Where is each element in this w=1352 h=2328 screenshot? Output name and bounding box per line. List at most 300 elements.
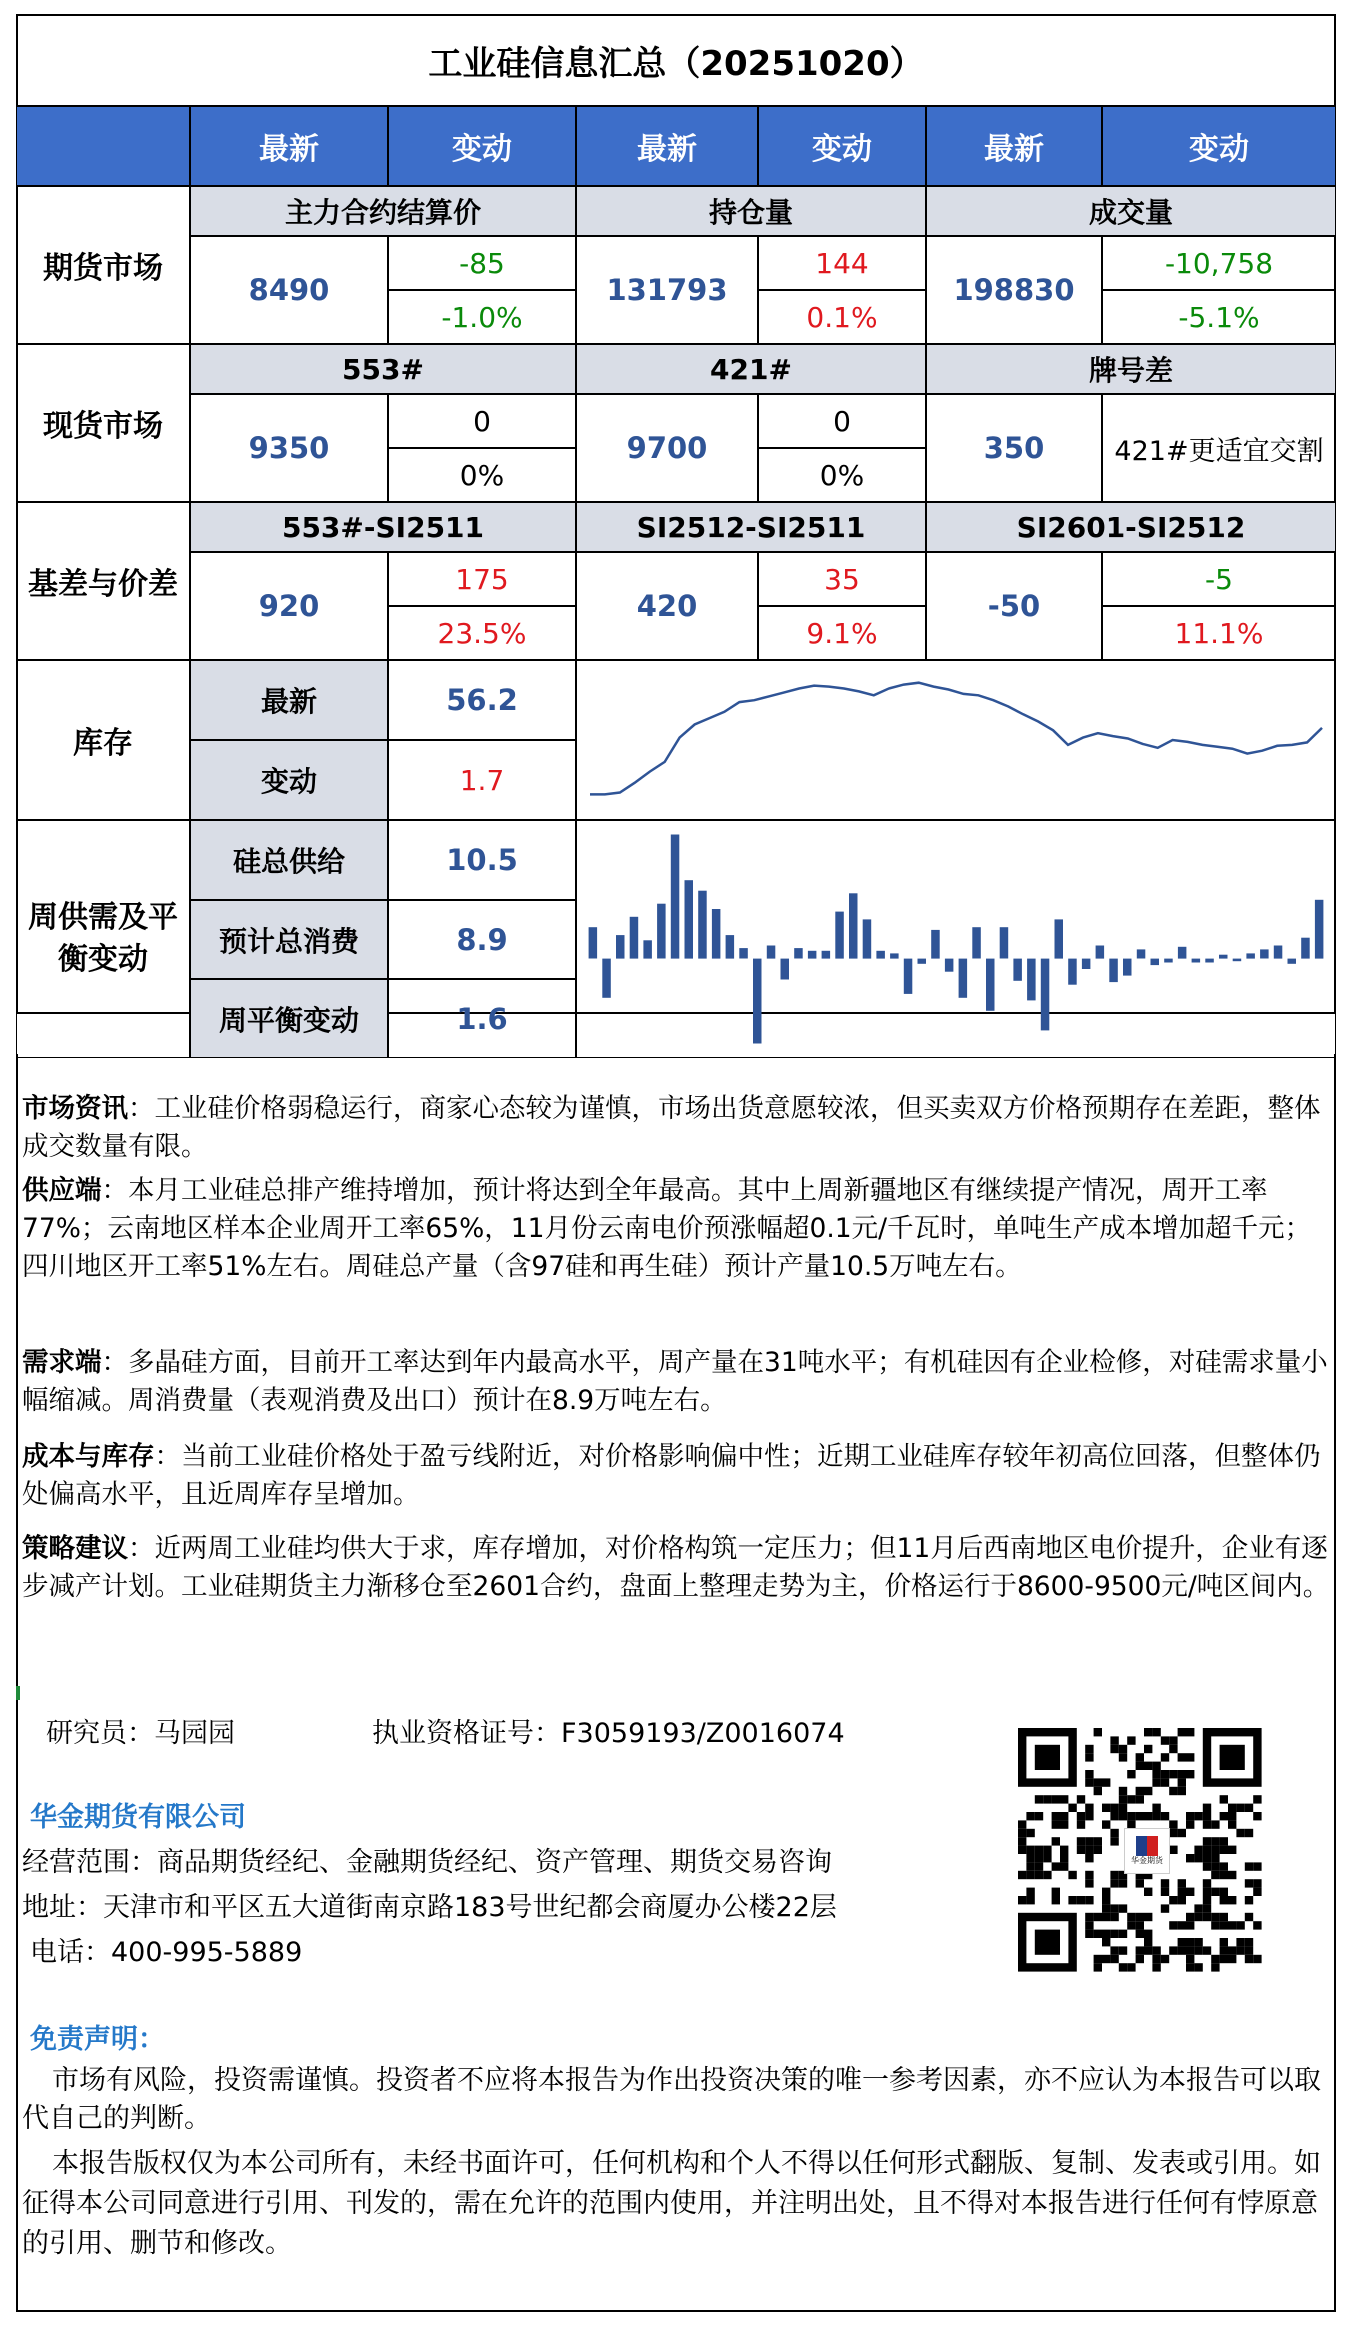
qr-module <box>1203 1812 1211 1820</box>
qr-module <box>1043 1854 1051 1862</box>
supply-side-text: ：本月工业硅总排产维持增加，预计将达到全年最高。其中上周新疆地区有继续提产情况，周开工率77%；云南地区样本企业周开工率65%，11月份云南电价预涨幅超0.1元/千瓦时，单吨生产成本增加超千元；四川地区开工率51%左右。周硅总产量（含97硅和再生硅）预计产量10.5万吨左右。 <box>22 1175 1312 1282</box>
qr-module <box>1127 1963 1135 1971</box>
header-change-3: 变动 <box>1102 106 1336 186</box>
weekly-balance: 1.6 <box>388 979 576 1058</box>
qr-finder-pattern <box>1018 1728 1077 1787</box>
basis-col2-change: 35 <box>758 552 926 606</box>
balance-bar <box>986 959 995 1011</box>
qr-module <box>1161 1955 1169 1963</box>
license: 执业资格证号：F3059193/Z0016074 <box>372 1718 845 1749</box>
cost-inventory-label: 成本与库存 <box>22 1441 155 1472</box>
qr-module <box>1136 1946 1144 1954</box>
qr-module <box>1060 1795 1068 1803</box>
qr-module <box>1085 1846 1093 1854</box>
qr-module <box>1228 1921 1236 1929</box>
qr-module <box>1026 1829 1034 1837</box>
header-blank <box>16 106 190 186</box>
qr-module <box>1245 1862 1253 1870</box>
supply-side <box>22 1172 1330 1286</box>
futures-col3-change: -10,758 <box>1102 236 1336 290</box>
qr-module <box>1152 1812 1160 1820</box>
qr-module <box>1119 1753 1127 1761</box>
qr-module <box>1194 1946 1202 1954</box>
qr-module <box>1178 1829 1186 1837</box>
qr-module <box>1152 1804 1160 1812</box>
qr-module <box>1194 1904 1202 1912</box>
inventory-series-line <box>590 683 1322 795</box>
qr-module <box>1228 1804 1236 1812</box>
spot-col2-name: 421# <box>576 344 926 394</box>
balance-bar <box>698 891 707 959</box>
qr-module <box>1228 1896 1236 1904</box>
balance-bar <box>1137 949 1146 958</box>
qr-module <box>1144 1762 1152 1770</box>
qr-module <box>1102 1804 1110 1812</box>
qr-module <box>1186 1963 1194 1971</box>
qr-module <box>1026 1812 1034 1820</box>
qr-module <box>1161 1888 1169 1896</box>
company-logo-icon <box>1136 1836 1158 1856</box>
qr-module <box>1211 1913 1219 1921</box>
qr-module <box>1085 1812 1093 1820</box>
qr-module <box>1186 1913 1194 1921</box>
qr-module <box>1245 1938 1253 1946</box>
futures-col1-latest: 8490 <box>190 236 388 344</box>
disclaimer-paragraph-2: 本报告版权仅为本公司所有，未经书面许可，任何机构和个人不得以任何形式翻版、复制、发表或引用。如征得本公司同意进行引用、刊发的，需在允许的范围内使用，并注明出处，且不得对本报告进行任何有悖原意的引用、删节和修改。 <box>22 2148 1321 2259</box>
balance-bar <box>1000 927 1009 958</box>
basis-col3-pct: 11.1% <box>1102 606 1336 660</box>
qr-module <box>1169 1896 1177 1904</box>
balance-bar <box>1082 959 1091 969</box>
qr-module <box>1253 1812 1261 1820</box>
balance-bar <box>1123 959 1132 976</box>
qr-module <box>1136 1921 1144 1929</box>
spot-col3-note: 421#更适宜交割 <box>1102 394 1336 502</box>
qr-module <box>1245 1913 1253 1921</box>
qr-module <box>1245 1946 1253 1954</box>
demand-side <box>22 1344 1330 1420</box>
qr-module <box>1110 1946 1118 1954</box>
qr-module <box>1186 1728 1194 1736</box>
balance-bar <box>1274 946 1283 959</box>
qr-module <box>1052 1812 1060 1820</box>
futures-col3-latest: 198830 <box>926 236 1102 344</box>
qr-module <box>1119 1946 1127 1954</box>
inventory-chart-cell <box>576 660 1336 820</box>
weekly-supply-label: 硅总供给 <box>190 820 388 900</box>
qr-module <box>1068 1871 1076 1879</box>
qr-module <box>1102 1896 1110 1904</box>
qr-module <box>1052 1837 1060 1845</box>
qr-module <box>1026 1871 1034 1879</box>
qr-module <box>1026 1846 1034 1854</box>
qr-module <box>1127 1812 1135 1820</box>
qr-module <box>1178 1938 1186 1946</box>
qr-module <box>1094 1930 1102 1938</box>
balance-bar <box>918 959 927 964</box>
basis-col2-latest: 420 <box>576 552 758 660</box>
qr-module <box>1220 1846 1228 1854</box>
balance-bar <box>643 940 652 958</box>
weekly-balance-label: 周平衡变动 <box>190 979 388 1058</box>
qr-module <box>1094 1955 1102 1963</box>
qr-module <box>1228 1946 1236 1954</box>
qr-module <box>1035 1846 1043 1854</box>
qr-module <box>1203 1913 1211 1921</box>
balance-bar <box>1260 949 1269 958</box>
qr-module <box>1236 1804 1244 1812</box>
qr-module <box>1186 1955 1194 1963</box>
balance-bar <box>808 951 817 959</box>
futures-col2-pct: 0.1% <box>758 290 926 344</box>
balance-bar <box>1164 959 1173 963</box>
qr-module <box>1178 1770 1186 1778</box>
qr-module <box>1035 1871 1043 1879</box>
balance-bar <box>589 927 598 958</box>
qr-module <box>1178 1728 1186 1736</box>
qr-module <box>1194 1854 1202 1862</box>
balance-bar <box>1192 959 1201 963</box>
qr-module <box>1018 1871 1026 1879</box>
qr-module <box>1152 1728 1160 1736</box>
qr-module <box>1203 1904 1211 1912</box>
balance-bar <box>1027 959 1036 1001</box>
spot-col1-name: 553# <box>190 344 576 394</box>
qr-module <box>1060 1812 1068 1820</box>
market-news-label: 市场资讯 <box>22 1093 128 1124</box>
qr-module <box>1119 1745 1127 1753</box>
qr-module <box>1211 1846 1219 1854</box>
qr-module <box>1110 1829 1118 1837</box>
balance-bar <box>781 959 790 980</box>
qr-module <box>1186 1812 1194 1820</box>
spot-col1-change: 0 <box>388 394 576 448</box>
qr-module <box>1211 1820 1219 1828</box>
qr-module <box>1018 1896 1026 1904</box>
company-name: 华金期货有限公司 <box>30 1802 246 1833</box>
qr-module <box>1077 1812 1085 1820</box>
qr-module <box>1178 1879 1186 1887</box>
qr-module <box>1043 1795 1051 1803</box>
qr-module <box>1110 1871 1118 1879</box>
qr-module <box>1127 1770 1135 1778</box>
qr-module <box>1169 1820 1177 1828</box>
qr-module <box>1220 1837 1228 1845</box>
qr-module <box>1018 1829 1026 1837</box>
qr-module <box>1245 1804 1253 1812</box>
qr-module <box>1203 1888 1211 1896</box>
strategy-text: ：近两周工业硅均供大于求，库存增加，对价格构筑一定压力；但11月后西南地区电价提升，企业有逐步减产计划。工业硅期货主力渐移仓至2601合约，盘面上整理走势为主，价格运行于8600-9500元/吨区间内。 <box>22 1533 1330 1602</box>
balance-bar <box>1301 938 1310 959</box>
qr-module <box>1119 1963 1127 1971</box>
qr-module <box>1136 1930 1144 1938</box>
qr-module <box>1119 1795 1127 1803</box>
qr-module <box>1144 1913 1152 1921</box>
qr-module <box>1194 1913 1202 1921</box>
futures-col3-name: 成交量 <box>926 186 1336 236</box>
balance-bar <box>739 948 748 958</box>
qr-module <box>1228 1812 1236 1820</box>
qr-module <box>1220 1812 1228 1820</box>
balance-bar <box>945 959 954 972</box>
balance-bar <box>1151 959 1160 966</box>
qr-module <box>1203 1837 1211 1845</box>
balance-bar <box>1109 959 1118 983</box>
qr-module <box>1119 1787 1127 1795</box>
qr-module <box>1178 1888 1186 1896</box>
qr-module <box>1085 1854 1093 1862</box>
balance-bar <box>1315 900 1324 959</box>
qr-module <box>1203 1946 1211 1954</box>
header-latest-1: 最新 <box>190 106 388 186</box>
footer-marker <box>16 1686 20 1700</box>
qr-module <box>1136 1913 1144 1921</box>
qr-module <box>1102 1955 1110 1963</box>
futures-col1-pct: -1.0% <box>388 290 576 344</box>
spot-col2-pct: 0% <box>758 448 926 502</box>
qr-module <box>1228 1955 1236 1963</box>
qr-module <box>1152 1955 1160 1963</box>
basis-col1-pct: 23.5% <box>388 606 576 660</box>
qr-module <box>1110 1930 1118 1938</box>
futures-col3-pct: -5.1% <box>1102 290 1336 344</box>
qr-module <box>1035 1862 1043 1870</box>
qr-finder-pattern <box>1203 1728 1262 1787</box>
qr-module <box>1127 1736 1135 1744</box>
inventory-latest: 56.2 <box>388 660 576 740</box>
qr-module <box>1127 1795 1135 1803</box>
qr-module <box>1136 1812 1144 1820</box>
spot-col3-name: 牌号差 <box>926 344 1336 394</box>
qr-module <box>1194 1938 1202 1946</box>
weekly-label: 周供需及平衡变动 <box>16 820 190 1058</box>
qr-module <box>1119 1812 1127 1820</box>
qr-module <box>1094 1787 1102 1795</box>
basis-label: 基差与价差 <box>16 502 190 660</box>
futures-col1-name: 主力合约结算价 <box>190 186 576 236</box>
spot-label: 现货市场 <box>16 344 190 502</box>
qr-module <box>1161 1753 1169 1761</box>
qr-module <box>1161 1770 1169 1778</box>
qr-module <box>1228 1871 1236 1879</box>
qr-module <box>1136 1879 1144 1887</box>
qr-module <box>1245 1896 1253 1904</box>
qr-module <box>1043 1871 1051 1879</box>
balance-bar <box>1041 959 1050 1031</box>
spot-col3-latest: 350 <box>926 394 1102 502</box>
balance-bar <box>1178 947 1187 959</box>
qr-module <box>1026 1862 1034 1870</box>
qr-module <box>1026 1888 1034 1896</box>
qr-logo <box>1124 1828 1170 1874</box>
qr-module <box>1144 1787 1152 1795</box>
balance-bar <box>876 951 885 959</box>
qr-module <box>1077 1837 1085 1845</box>
qr-module <box>1094 1963 1102 1971</box>
qr-module <box>1136 1762 1144 1770</box>
qr-module <box>1152 1946 1160 1954</box>
qr-finder-pattern <box>1018 1913 1077 1972</box>
cost-inventory-text: ：当前工业硅价格处于盈亏线附近，对价格影响偏中性；近期工业硅库存较年初高位回落，但整体仍处偏高水平，且近周库存呈增加。 <box>22 1441 1321 1510</box>
qr-module <box>1119 1804 1127 1812</box>
balance-bar <box>822 951 831 959</box>
futures-col2-change: 144 <box>758 236 926 290</box>
qr-module <box>1161 1879 1169 1887</box>
qr-module <box>1110 1812 1118 1820</box>
qr-module <box>1110 1904 1118 1912</box>
qr-module <box>1110 1736 1118 1744</box>
qr-module <box>1220 1795 1228 1803</box>
qr-module <box>1245 1879 1253 1887</box>
futures-label: 期货市场 <box>16 186 190 344</box>
qr-module <box>1211 1955 1219 1963</box>
spot-col1-pct: 0% <box>388 448 576 502</box>
qr-module <box>1253 1795 1261 1803</box>
qr-module <box>1253 1888 1261 1896</box>
qr-module <box>1152 1762 1160 1770</box>
inventory-latest-label: 最新 <box>190 660 388 740</box>
qr-module <box>1203 1820 1211 1828</box>
qr-module <box>1085 1896 1093 1904</box>
weekly-consume-label: 预计总消费 <box>190 900 388 979</box>
qr-module <box>1186 1888 1194 1896</box>
balance-bar <box>1096 946 1105 959</box>
qr-module <box>1253 1921 1261 1929</box>
qr-module <box>1110 1879 1118 1887</box>
qr-module <box>1220 1946 1228 1954</box>
qr-module <box>1178 1946 1186 1954</box>
balance-bar <box>616 935 625 959</box>
qr-module <box>1018 1837 1026 1845</box>
qr-module <box>1077 1896 1085 1904</box>
spot-col1-latest: 9350 <box>190 394 388 502</box>
qr-module <box>1110 1837 1118 1845</box>
qr-module <box>1127 1913 1135 1921</box>
qr-module <box>1026 1854 1034 1862</box>
qr-module <box>1178 1921 1186 1929</box>
qr-module <box>1194 1812 1202 1820</box>
qr-module <box>1060 1846 1068 1854</box>
futures-col2-latest: 131793 <box>576 236 758 344</box>
basis-col2-pct: 9.1% <box>758 606 926 660</box>
balance-bar <box>794 948 803 958</box>
balance-bar <box>671 835 680 959</box>
qr-module <box>1169 1787 1177 1795</box>
qr-module <box>1211 1921 1219 1929</box>
qr-module <box>1119 1879 1127 1887</box>
balance-bar <box>753 959 762 1044</box>
qr-module <box>1136 1787 1144 1795</box>
balance-bar <box>1055 919 1064 958</box>
qr-module <box>1085 1913 1093 1921</box>
qr-module <box>1136 1795 1144 1803</box>
qr-module <box>1119 1930 1127 1938</box>
qr-module <box>1119 1904 1127 1912</box>
qr-module <box>1211 1837 1219 1845</box>
qr-module <box>1236 1938 1244 1946</box>
balance-bar <box>1288 959 1297 964</box>
qr-module <box>1245 1829 1253 1837</box>
qr-module <box>1110 1955 1118 1963</box>
qr-module <box>1094 1728 1102 1736</box>
qr-module <box>1110 1745 1118 1753</box>
spot-col2-latest: 9700 <box>576 394 758 502</box>
qr-module <box>1068 1804 1076 1812</box>
qr-module <box>1043 1846 1051 1854</box>
qr-module <box>1178 1787 1186 1795</box>
qr-module <box>1169 1770 1177 1778</box>
qr-module <box>1220 1896 1228 1904</box>
qr-module <box>1236 1921 1244 1929</box>
qr-module <box>1220 1871 1228 1879</box>
qr-module <box>1211 1963 1219 1971</box>
qr-module <box>1220 1862 1228 1870</box>
qr-module <box>1152 1770 1160 1778</box>
qr-module <box>1236 1946 1244 1954</box>
qr-module <box>1253 1879 1261 1887</box>
qr-module <box>1194 1963 1202 1971</box>
qr-module <box>1152 1778 1160 1786</box>
demand-side-label: 需求端 <box>22 1347 102 1378</box>
disclaimer-paragraph-1: 市场有风险，投资需谨慎。投资者不应将本报告为作出投资决策的唯一参考因素，亦不应认为本报告可以取代自己的判断。 <box>22 2065 1321 2134</box>
qr-module <box>1220 1913 1228 1921</box>
qr-module <box>1220 1888 1228 1896</box>
balance-bar <box>630 917 639 959</box>
qr-module <box>1102 1820 1110 1828</box>
basis-col1-name: 553#-SI2511 <box>190 502 576 552</box>
balance-bar <box>712 909 721 959</box>
balance-bar <box>767 946 776 959</box>
qr-module <box>1161 1904 1169 1912</box>
balance-bar <box>1246 953 1255 958</box>
cost-inventory <box>22 1438 1330 1514</box>
qr-module <box>1085 1871 1093 1879</box>
qr-module <box>1253 1955 1261 1963</box>
balance-bar <box>904 959 913 994</box>
balance-bar <box>1013 959 1022 981</box>
balance-bar <box>1068 959 1077 985</box>
balance-bar <box>657 904 666 959</box>
futures-col2-name: 持仓量 <box>576 186 926 236</box>
business-scope: 经营范围：商品期货经纪、金融期货经纪、资产管理、期货交易咨询 <box>22 1847 832 1878</box>
balance-bar <box>835 912 844 959</box>
qr-module <box>1169 1921 1177 1929</box>
qr-module <box>1186 1820 1194 1828</box>
balance-bar <box>959 959 968 998</box>
qr-module <box>1169 1829 1177 1837</box>
balance-bar <box>1205 959 1214 963</box>
inventory-label: 库存 <box>16 660 190 820</box>
header-change-1: 变动 <box>388 106 576 186</box>
qr-module <box>1094 1913 1102 1921</box>
qr-module <box>1186 1921 1194 1929</box>
qr-module <box>1178 1896 1186 1904</box>
qr-module <box>1144 1745 1152 1753</box>
qr-module <box>1186 1770 1194 1778</box>
qr-module <box>1228 1820 1236 1828</box>
market-news-text: ：工业硅价格弱稳运行，商家心态较为谨慎，市场出货意愿较浓，但买卖双方价格预期存在差距，整体成交数量有限。 <box>22 1093 1321 1162</box>
qr-code <box>1018 1728 1270 1974</box>
qr-module <box>1060 1854 1068 1862</box>
qr-module <box>1161 1778 1169 1786</box>
qr-module <box>1102 1888 1110 1896</box>
strategy <box>22 1530 1330 1606</box>
qr-module <box>1136 1955 1144 1963</box>
qr-module <box>1094 1837 1102 1845</box>
qr-module <box>1102 1778 1110 1786</box>
qr-module <box>1178 1753 1186 1761</box>
qr-module <box>1144 1930 1152 1938</box>
